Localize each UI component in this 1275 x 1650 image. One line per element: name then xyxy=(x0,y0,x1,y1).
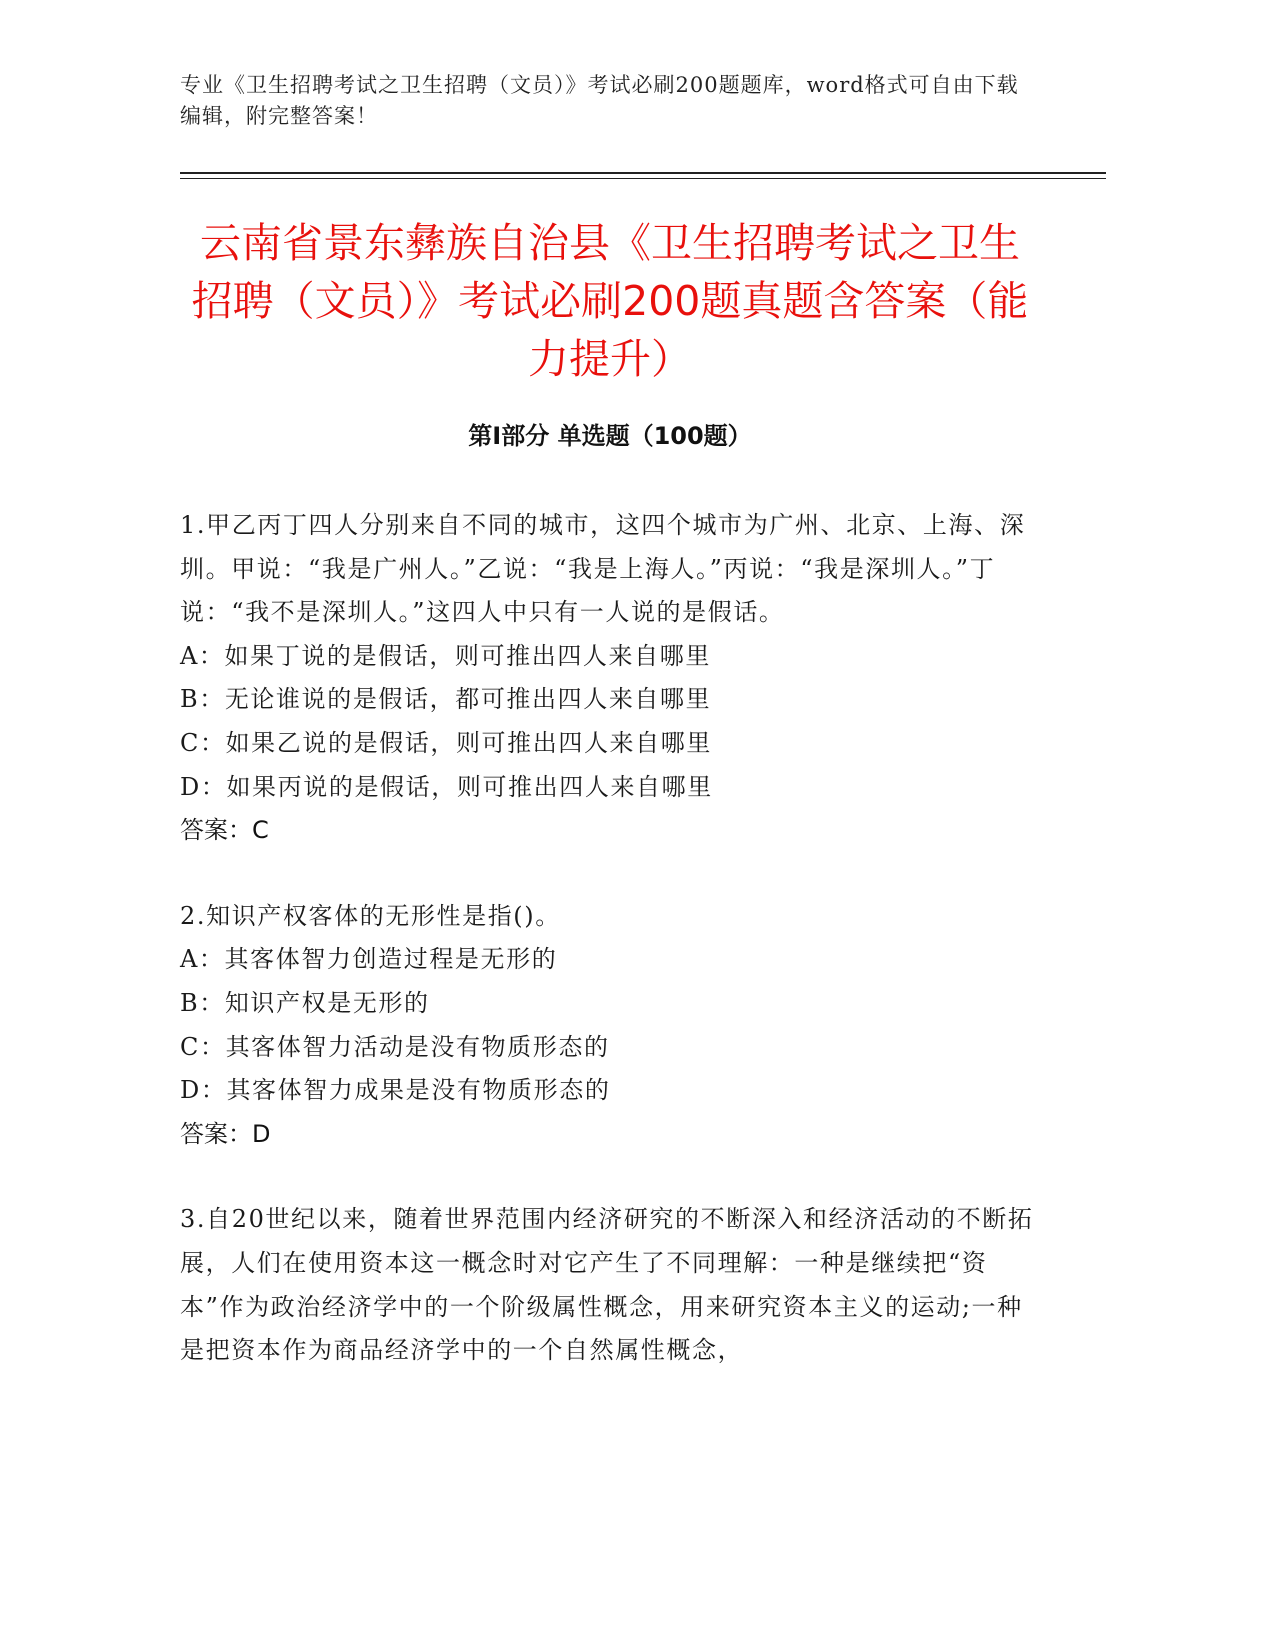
question-list xyxy=(180,504,1040,1415)
answer-line: 答案：C xyxy=(180,816,269,845)
option-c: C：其客体智力活动是没有物质形态的 xyxy=(180,1032,610,1061)
option-d: D：其客体智力成果是没有物质形态的 xyxy=(180,1076,611,1105)
question-stem: 3.自20世纪以来，随着世界范围内经济研究的不断深入和经济活动的不断拓展，人们在使用资本这一概念时对它产生了不同理解：一种是继续把“资本”作为政治经济学中的一个阶级属性概念，用来研究资本主义的运动;一种是把资本作为商品经济学中的一个自然属性概念， xyxy=(180,1205,1034,1365)
question-1 xyxy=(180,504,1040,853)
option-a: A：其客体智力创造过程是无形的 xyxy=(180,945,558,974)
question-3 xyxy=(180,1198,1040,1372)
header-divider xyxy=(180,172,1106,174)
option-b: B：无论谁说的是假话，都可推出四人来自哪里 xyxy=(180,685,712,714)
header-divider-thin xyxy=(180,178,1106,179)
section-heading: 第Ⅰ部分 单选题（100题） xyxy=(468,422,752,450)
question-stem: 1.甲乙丙丁四人分别来自不同的城市，这四个城市为广州、北京、上海、深圳。甲说：“我是广州人。”乙说：“我是上海人。”丙说：“我是深圳人。”丁说：“我不是深圳人。”这四人中只有一人说的是假话。 xyxy=(180,511,1026,627)
option-c: C：如果乙说的是假话，则可推出四人来自哪里 xyxy=(180,728,712,757)
answer-line: 答案：D xyxy=(180,1119,271,1148)
header-note: 专业《卫生招聘考试之卫生招聘（文员）》考试必刷200题题库，word格式可自由下载编辑，附完整答案！ xyxy=(180,73,1019,128)
option-a: A：如果丁说的是假话，则可推出四人来自哪里 xyxy=(180,641,711,670)
question-2 xyxy=(180,895,1040,1157)
question-stem: 2.知识产权客体的无形性是指()。 xyxy=(180,901,561,930)
document-title: 云南省景东彝族自治县《卫生招聘考试之卫生招聘（文员）》考试必刷200题真题含答案（能力提升） xyxy=(191,219,1029,383)
option-d: D：如果丙说的是假话，则可推出四人来自哪里 xyxy=(180,772,713,801)
option-b: B：知识产权是无形的 xyxy=(180,988,430,1017)
